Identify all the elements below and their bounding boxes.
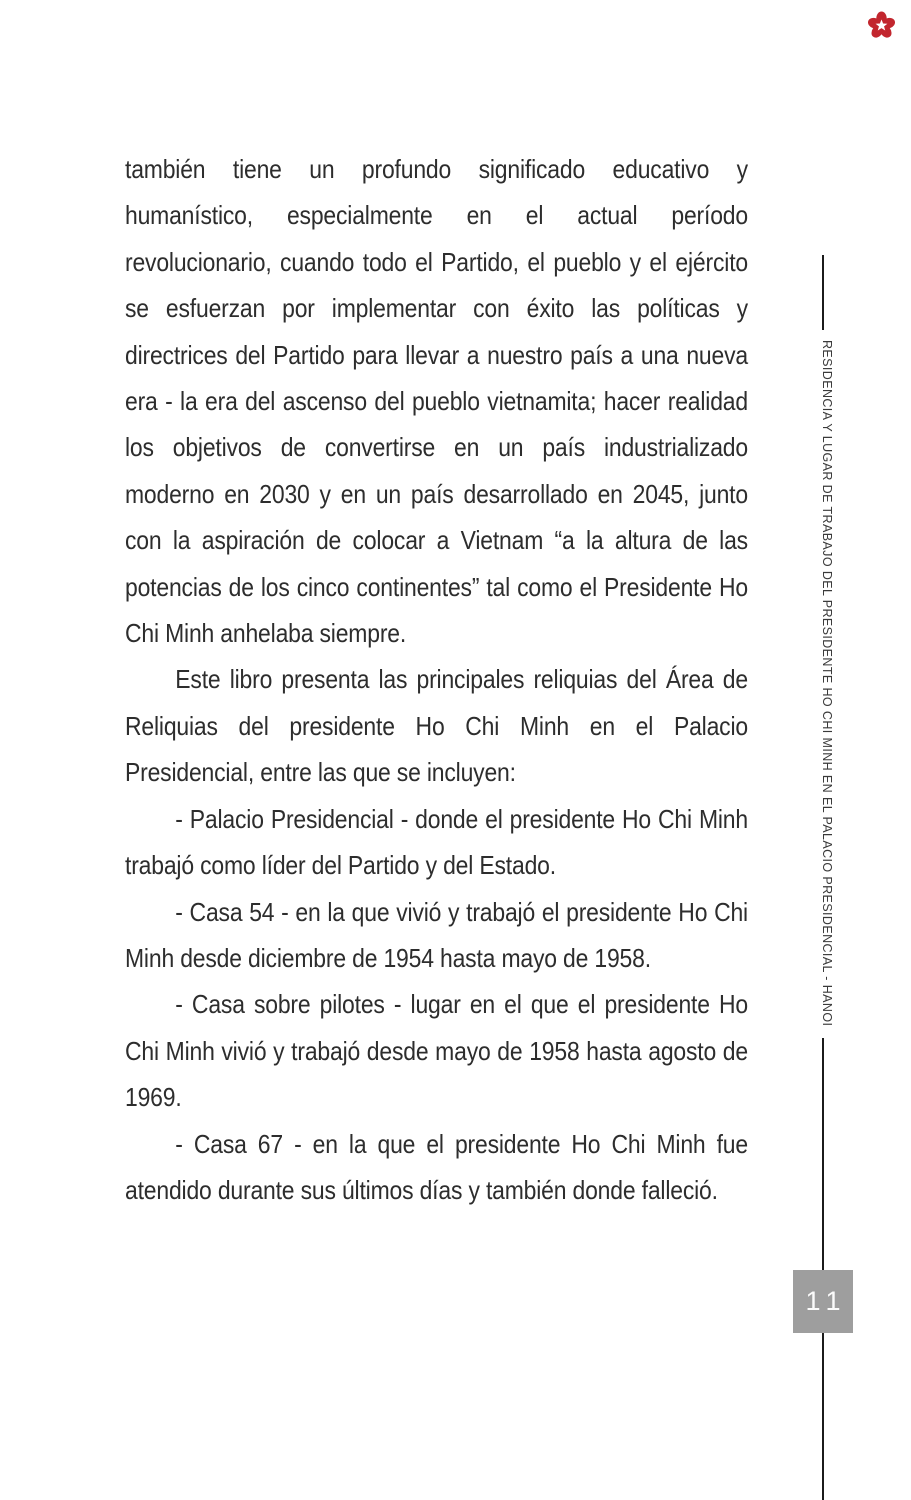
sidebar-rule-top <box>822 255 824 330</box>
sidebar-rule-bottom <box>822 1038 824 1500</box>
page-number: 11 <box>805 1286 848 1316</box>
body-text <box>125 146 748 1213</box>
body-paragraph: - Casa 67 - en la que el presidente Ho Chi Minh fue atendido durante sus últimos días y también donde falleció. <box>125 1128 748 1205</box>
sidebar-running-title: RESIDENCIA Y LUGAR DE TRABAJO DEL PRESIDENTE HO CHI MINH EN EL PALACIO PRESIDENCIAL - HANOI <box>820 340 834 1027</box>
body-paragraph: también tiene un profundo significado educativo y humanístico, especialmente en el actual período revolucionario, cuando todo el Partido, el pueblo y el ejército se esfuerzan por implementar con éxito las políticas y directrices del Partido para llevar a nuestro país a una nueva era - la era del ascenso del pueblo vietnamita; hacer realidad los objetivos de convertirse en un país industrializado moderno en 2030 y en un país desarrollado en 2045, junto con la aspiración de colocar a Vietnam “a la altura de las potencias de los cinco continentes” tal como el Presidente Ho Chi Minh anhelaba siempre. <box>125 154 748 649</box>
body-paragraph: - Palacio Presidencial - donde el presidente Ho Chi Minh trabajó como líder del Partido y del Estado. <box>125 803 748 881</box>
flower-ornament-icon <box>867 11 896 40</box>
flower-ornament-svg <box>867 11 896 40</box>
body-paragraph: - Casa 54 - en la que vivió y trabajó el presidente Ho Chi Minh desde diciembre de 1954 hasta mayo de 1958. <box>125 896 748 973</box>
body-paragraph: - Casa sobre pilotes - lugar en el que el presidente Ho Chi Minh vivió y trabajó desde mayo de 1958 hasta agosto de 1969. <box>125 989 748 1113</box>
page-number-badge <box>793 1270 853 1333</box>
body-paragraph: Este libro presenta las principales reliquias del Área de Reliquias del presidente Ho Chi Minh en el Palacio Presidencial, entre las que se incluyen: <box>125 664 748 788</box>
